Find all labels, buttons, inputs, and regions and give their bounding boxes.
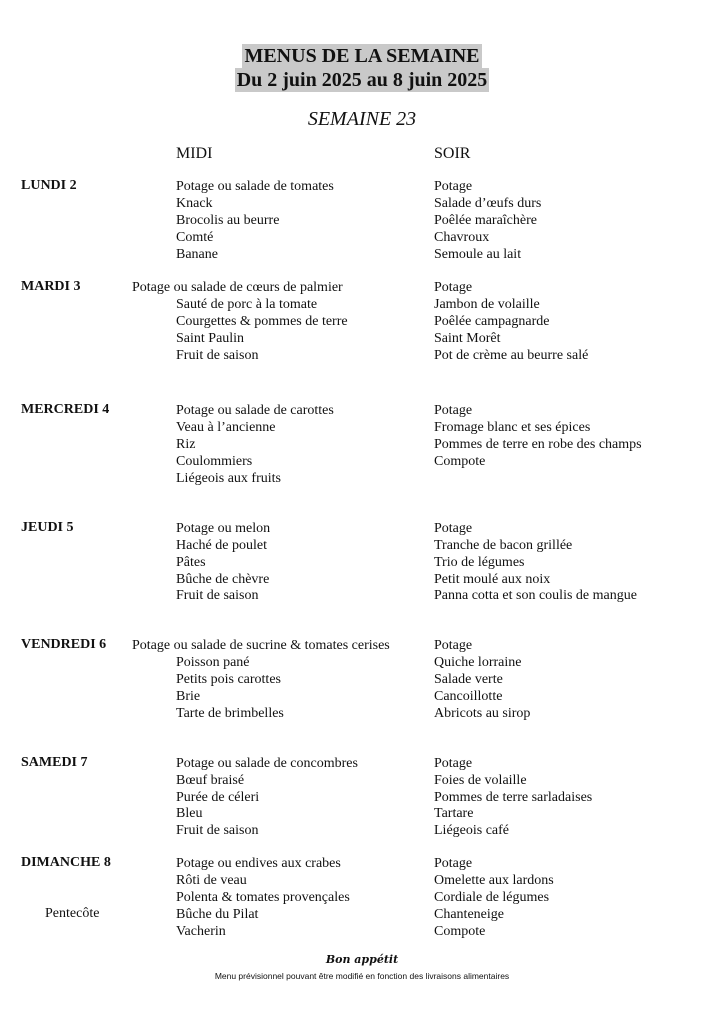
footnote: Menu prévisionnel pouvant être modifié en fonction des livraisons alimentaires: [214, 971, 510, 981]
midi-dish: Pâtes: [176, 555, 206, 570]
soir-dish: Potage: [434, 856, 473, 871]
midi-dish: Brocolis au beurre: [176, 213, 280, 228]
midi-dish: Sauté de porc à la tomate: [176, 297, 318, 312]
midi-dish: Vacherin: [176, 924, 226, 939]
soir-dish: Quiche lorraine: [434, 655, 522, 670]
midi-dish: Fruit de saison: [176, 823, 259, 838]
soir-dish: Panna cotta et son coulis de mangue: [434, 588, 637, 603]
day-label: MERCREDI 4: [21, 402, 110, 417]
midi-dish: Haché de poulet: [176, 538, 267, 553]
soir-dish: Cordiale de légumes: [434, 890, 550, 905]
soir-dish: Compote: [434, 454, 486, 469]
day-label: SAMEDI 7: [21, 755, 88, 770]
midi-dish: Liégeois aux fruits: [176, 471, 281, 486]
soir-dish: Petit moulé aux noix: [434, 572, 551, 587]
closing-greeting: Bon appétit: [325, 953, 399, 966]
date-range: Du 2 juin 2025 au 8 juin 2025: [236, 69, 488, 91]
soir-dish: Potage: [434, 403, 473, 418]
midi-dish: Tarte de brimbelles: [176, 706, 284, 721]
midi-dish: Banane: [176, 247, 218, 262]
midi-dish: Bœuf braisé: [176, 773, 245, 788]
midi-dish: Fruit de saison: [176, 588, 259, 603]
soir-dish: Jambon de volaille: [434, 297, 540, 312]
soir-dish: Potage: [434, 756, 473, 771]
column-header-midi: MIDI: [176, 145, 213, 162]
day-label: LUNDI 2: [21, 178, 77, 193]
soir-dish: Poêlée maraîchère: [434, 213, 537, 228]
soir-dish: Potage: [434, 521, 473, 536]
day-label: JEUDI 5: [21, 520, 74, 535]
soir-dish: Saint Morêt: [434, 331, 501, 346]
midi-dish: Bûche de chèvre: [176, 572, 270, 587]
midi-dish: Potage ou endives aux crabes: [176, 856, 341, 871]
midi-dish: Veau à l’ancienne: [176, 420, 276, 435]
midi-dish: Saint Paulin: [176, 331, 245, 346]
midi-dish: Courgettes & pommes de terre: [176, 314, 348, 329]
soir-dish: Chanteneige: [434, 907, 504, 922]
soir-dish: Pommes de terre sarladaises: [434, 790, 593, 805]
soir-dish: Potage: [434, 638, 473, 653]
midi-dish: Polenta & tomates provençales: [176, 890, 350, 905]
soir-dish: Cancoillotte: [434, 689, 503, 704]
soir-dish: Foies de volaille: [434, 773, 527, 788]
midi-dish: Potage ou salade de sucrine & tomates cerises: [132, 638, 390, 653]
day-label: DIMANCHE 8: [21, 855, 111, 870]
soir-dish: Fromage blanc et ses épices: [434, 420, 591, 435]
midi-dish: Purée de céleri: [176, 790, 260, 805]
soir-dish: Salade d’œufs durs: [434, 196, 542, 211]
soir-dish: Chavroux: [434, 230, 490, 245]
day-label: MARDI 3: [21, 279, 81, 294]
day-label: VENDREDI 6: [21, 637, 107, 652]
soir-dish: Liégeois café: [434, 823, 510, 838]
midi-dish: Brie: [176, 689, 201, 704]
midi-dish: Rôti de veau: [176, 873, 247, 888]
midi-dish: Petits pois carottes: [176, 672, 281, 687]
soir-dish: Salade verte: [434, 672, 503, 687]
soir-dish: Trio de légumes: [434, 555, 525, 570]
soir-dish: Compote: [434, 924, 486, 939]
column-header-soir: SOIR: [434, 145, 471, 162]
holiday-note: Pentecôte: [45, 906, 100, 921]
midi-dish: Potage ou salade de carottes: [176, 403, 334, 418]
soir-dish: Poêlée campagnarde: [434, 314, 550, 329]
midi-dish: Riz: [176, 437, 196, 452]
soir-dish: Abricots au sirop: [434, 706, 531, 721]
midi-dish: Potage ou salade de concombres: [176, 756, 358, 771]
soir-dish: Semoule au lait: [434, 247, 522, 262]
soir-dish: Pommes de terre en robe des champs: [434, 437, 642, 452]
midi-dish: Bleu: [176, 806, 203, 821]
midi-dish: Comté: [176, 230, 214, 245]
soir-dish: Potage: [434, 179, 473, 194]
soir-dish: Tranche de bacon grillée: [434, 538, 573, 553]
soir-dish: Potage: [434, 280, 473, 295]
title-block: [0, 44, 724, 92]
midi-dish: Bûche du Pilat: [176, 907, 259, 922]
midi-dish: Knack: [176, 196, 213, 211]
midi-dish: Potage ou salade de tomates: [176, 179, 334, 194]
midi-dish: Poisson pané: [176, 655, 250, 670]
midi-dish: Fruit de saison: [176, 348, 259, 363]
midi-dish: Potage ou salade de cœurs de palmier: [132, 280, 343, 295]
soir-dish: Tartare: [434, 806, 474, 821]
soir-dish: Omelette aux lardons: [434, 873, 554, 888]
soir-dish: Pot de crème au beurre salé: [434, 348, 589, 363]
week-label: SEMAINE 23: [307, 108, 417, 130]
midi-dish: Coulommiers: [176, 454, 253, 469]
page-title: MENUS DE LA SEMAINE: [244, 45, 480, 67]
midi-dish: Potage ou melon: [176, 521, 271, 536]
